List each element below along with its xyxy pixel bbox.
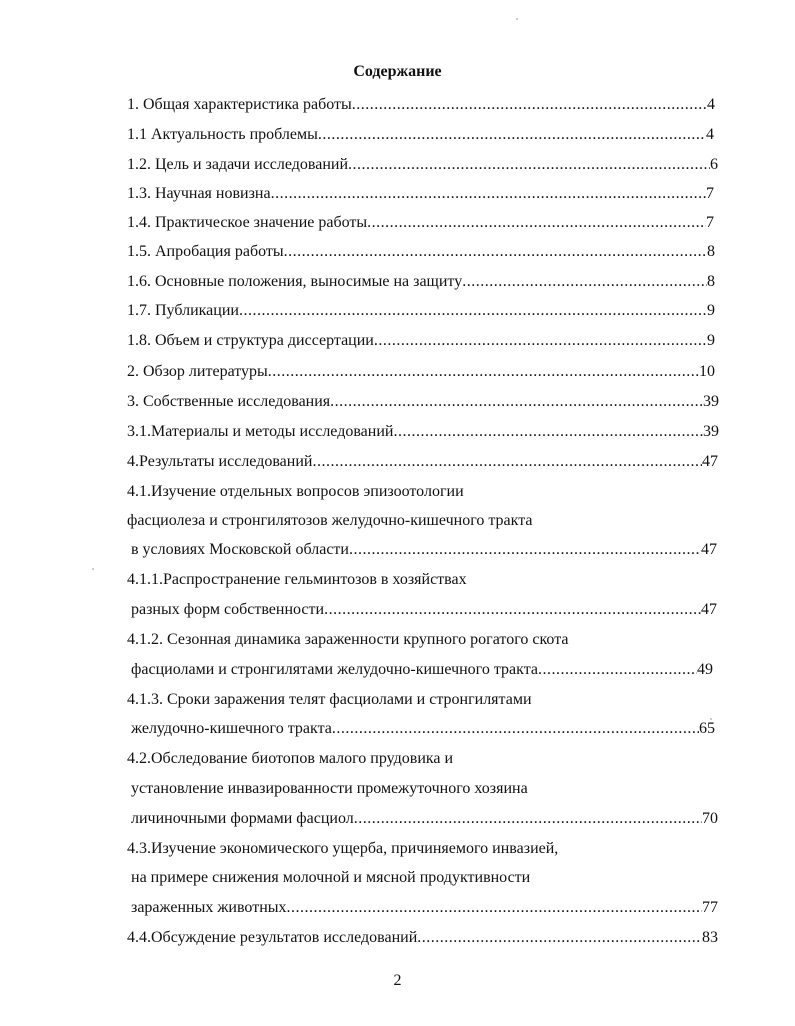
toc-entry-page: 6 [710, 156, 718, 173]
toc-entry-text: 4.4.Обсуждение результатов исследований [127, 929, 418, 946]
toc-entry-text: на примере снижения молочной и мясной продуктивности [131, 869, 531, 886]
toc-entry [127, 838, 727, 860]
toc-leader-dots [268, 361, 699, 383]
toc-entry-page: 39 [703, 393, 719, 410]
toc-leader-dots [462, 271, 707, 293]
toc-leader-dots [330, 391, 703, 413]
toc-entry [131, 659, 713, 681]
toc-entry-text: в условиях Московской области [131, 541, 349, 558]
toc-entry-text: 1.8. Объем и структура диссертации [127, 332, 374, 349]
toc-entry [131, 897, 718, 919]
scan-speck [710, 718, 712, 720]
toc-leader-dots [352, 94, 707, 116]
toc-entry [127, 94, 715, 116]
toc-entry-text: 1.1 Актуальность проблемы [127, 126, 318, 143]
toc-entry-page: 4 [707, 96, 715, 113]
toc-entry-text: 1.5. Апробация работы [127, 243, 284, 260]
toc-leader-dots [271, 183, 706, 205]
toc-entry-text: установление инвазированности промежуточного хозяина [131, 780, 528, 797]
toc-entry-page: 47 [701, 541, 717, 558]
toc-entry [127, 154, 718, 176]
toc-entry-text: желудочно-кишечного тракта [131, 720, 332, 737]
toc-entry-page: 8 [707, 273, 715, 290]
scan-speck [92, 568, 94, 570]
toc-entry [127, 330, 715, 352]
toc-entry [131, 808, 718, 830]
toc-entry [127, 748, 727, 770]
toc-entry-text: зараженных животных [131, 899, 287, 916]
toc-entry-text: 4.1.2. Сезонная динамика зараженности крупного рогатого скота [127, 631, 569, 648]
toc-entry-text: 4.2.Обследование биотопов малого прудовика и [127, 750, 454, 767]
page-number: 2 [393, 972, 402, 989]
toc-leader-dots [312, 451, 702, 473]
toc-entry [127, 183, 714, 205]
toc-entry-page: 49 [697, 661, 713, 678]
toc-leader-dots [349, 539, 701, 561]
toc-entry-text: 4.1.Изучение отдельных вопросов эпизоотологии [127, 483, 464, 500]
toc-entry [131, 718, 715, 740]
toc-entry-text: 4.3.Изучение экономического ущерба, причиняемого инвазией, [127, 840, 559, 857]
toc-entry-text: разных форм собственности [131, 601, 325, 618]
toc-leader-dots [367, 212, 706, 234]
toc-entry-text: 1.7. Публикации [127, 302, 239, 319]
toc-entry-page: 77 [702, 899, 718, 916]
toc-entry-text: 1.4. Практическое значение работы [127, 214, 368, 231]
toc-entry-page: 70 [702, 810, 718, 827]
toc-leader-dots [354, 808, 702, 830]
toc-entry [127, 124, 714, 146]
toc-entry-text: 1.6. Основные положения, выносимые на защиту [127, 273, 463, 290]
toc-leader-dots [538, 659, 697, 681]
toc-entry-page: 8 [707, 243, 715, 260]
toc-entry-page: 39 [703, 423, 719, 440]
toc-entry [127, 629, 727, 651]
toc-entry [127, 481, 727, 503]
toc-entry-page: 9 [707, 302, 715, 319]
toc-entry-text: 1. Общая характеристика работы [127, 96, 352, 113]
toc-entry-text: 4.1.1.Распространение гельминтозов в хозяйствах [127, 571, 467, 588]
toc-leader-dots [239, 300, 707, 322]
toc-entry-page: 65 [699, 720, 715, 737]
toc-leader-dots [287, 897, 703, 919]
toc-leader-dots [284, 241, 707, 263]
toc-leader-dots [332, 718, 699, 740]
toc-entry [127, 300, 715, 322]
toc-entry [131, 778, 727, 800]
toc-entry-page: 47 [702, 453, 718, 470]
toc-entry-text: фасциолеза и стронгилятозов желудочно-кишечного тракта [127, 512, 533, 529]
toc-leader-dots [374, 330, 707, 352]
toc-entry-page: 47 [701, 601, 717, 618]
toc-entry [131, 599, 717, 621]
toc-title: Содержание [353, 63, 442, 80]
toc-entry-page: 4 [706, 126, 714, 143]
toc-entry [131, 867, 727, 889]
toc-entry-page: 10 [699, 363, 715, 380]
toc-leader-dots [393, 421, 703, 443]
toc-entry-text: личиночными формами фасциол [131, 810, 354, 827]
toc-entry-text: 1.2. Цель и задачи исследований [127, 156, 349, 173]
toc-leader-dots [348, 154, 710, 176]
toc-entry [131, 539, 717, 561]
toc-entry [127, 510, 727, 532]
toc-leader-dots [417, 927, 702, 949]
toc-entry [127, 241, 715, 263]
toc-entry-text: 1.3. Научная новизна [127, 185, 271, 202]
toc-entry [127, 271, 715, 293]
toc-entry [127, 421, 719, 443]
toc-entry-text: 4.Результаты исследований [127, 453, 313, 470]
toc-entry [127, 361, 715, 383]
toc-entry [127, 927, 718, 949]
toc-leader-dots [318, 124, 706, 146]
toc-entry-page: 9 [707, 332, 715, 349]
toc-entry-page: 83 [702, 929, 718, 946]
toc-entry-text: 3. Собственные исследования [127, 393, 331, 410]
toc-entry-text: фасциолами и стронгилятами желудочно-кишечного тракта [131, 661, 538, 678]
toc-leader-dots [324, 599, 701, 621]
toc-entry [127, 212, 714, 234]
scan-speck [516, 18, 518, 20]
toc-entry-text: 4.1.3. Сроки заражения телят фасциолами и стронгилятами [127, 691, 532, 708]
toc-entry-text: 2. Обзор литературы [127, 363, 268, 380]
toc-entry-page: 7 [706, 214, 714, 231]
toc-entry [127, 689, 727, 711]
toc-entry-text: 3.1.Материалы и методы исследований [127, 423, 394, 440]
toc-entry-page: 7 [706, 185, 714, 202]
toc-entry [127, 569, 727, 591]
toc-entry [127, 451, 718, 473]
toc-entry [127, 391, 719, 413]
